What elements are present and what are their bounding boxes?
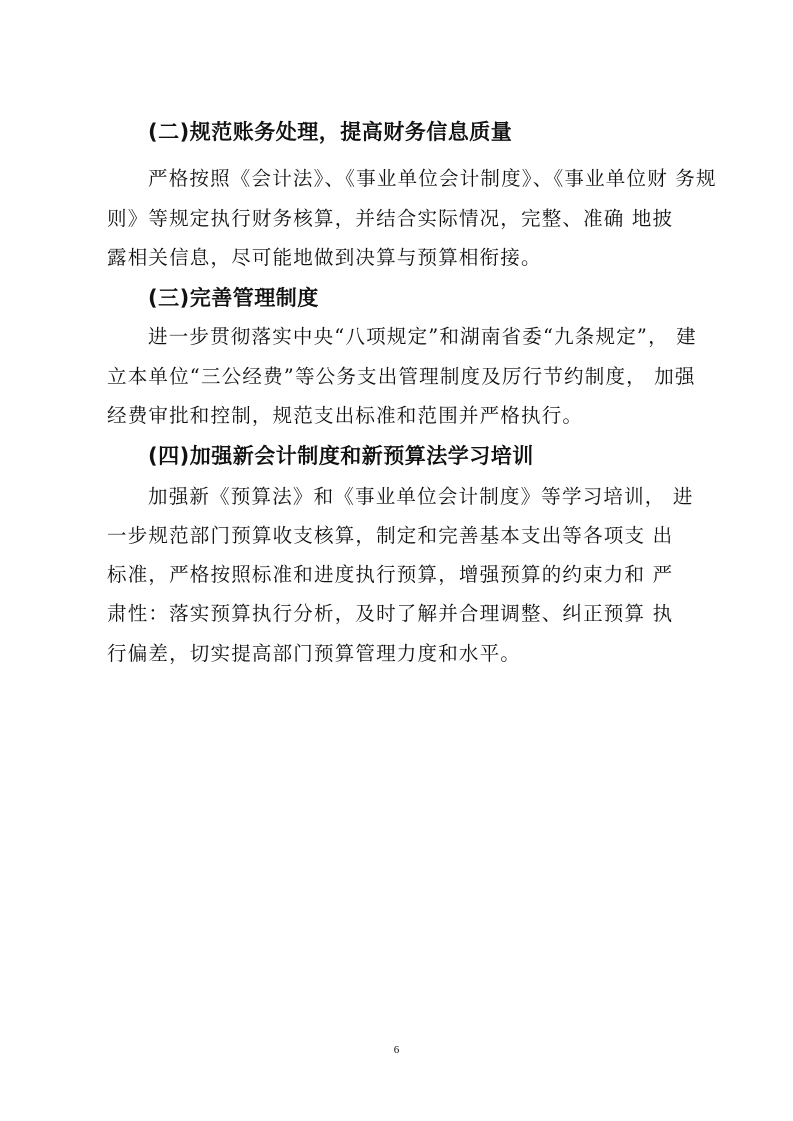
paragraph-line: 标准，严格按照标准和进度执行预算，增强预算的约束力和 严 [107,563,674,586]
paragraph-line: 经费审批和控制，规范支出标准和范围并严格执行。 [107,404,584,427]
section-heading-4: (四)加强新会计制度和新预算法学习培训 [148,444,534,468]
section-heading-2: (二)规范账务处理，提高财务信息质量 [148,120,513,144]
paragraph-line: 肃性：落实预算执行分析，及时了解并合理调整、纠正预算 执 [107,602,674,625]
paragraph-line: 进一步贯彻落实中央“八项规定”和湖南省委“九条规定”， 建 [148,325,697,348]
paragraph-line: 一步规范部门预算收支核算，制定和完善基本支出等各项支 出 [107,524,674,547]
paragraph-line: 立本单位“三公经费”等公务支出管理制度及厉行节约制度， 加强 [107,365,696,388]
paragraph-line: 露相关信息，尽可能地做到决算与预算相衔接。 [107,246,542,269]
paragraph-line: 行偏差，切实提高部门预算管理力度和水平。 [107,642,522,665]
section-heading-3: (三)完善管理制度 [148,286,319,310]
page-number: 6 [393,1044,400,1056]
paragraph-line: 则》等规定执行财务核算，并结合实际情况，完整、准确 地披 [107,207,674,230]
paragraph-line: 加强新《预算法》和《事业单位会计制度》等学习培训， 进 [148,485,694,508]
paragraph-line: 严格按照《会计法》、《事业单位会计制度》、《事业单位财 务规 [148,167,717,190]
